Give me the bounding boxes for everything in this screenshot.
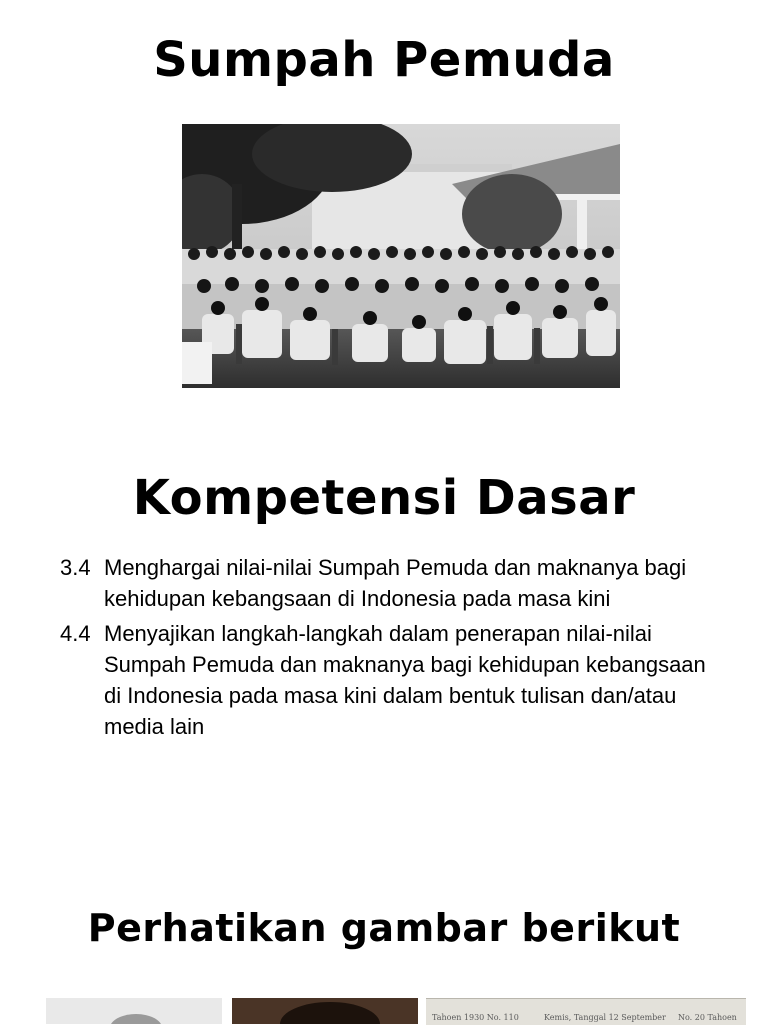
kompetensi-item <box>60 618 710 742</box>
thumbnail-portrait-2 <box>232 998 418 1024</box>
kompetensi-number: 3.4 <box>60 555 91 580</box>
kompetensi-text: Menghargai nilai-nilai Sumpah Pemuda dan maknanya bagi kehidupan kebangsaan di Indonesia pada masa kini <box>104 555 687 611</box>
newspaper-date-text: Kemis, Tanggal 12 September <box>544 1013 666 1022</box>
slide-title-perhatikan-gambar: Perhatikan gambar berikut <box>87 906 681 950</box>
slide-title-kompetensi-dasar: Kompetensi Dasar <box>132 470 636 526</box>
newspaper-number-text: No. 20 Tahoen <box>678 1013 737 1022</box>
kompetensi-list <box>60 552 710 746</box>
newspaper-issue-text: Tahoen 1930 No. 110 <box>432 1013 519 1022</box>
thumbnail-portrait-1 <box>46 998 222 1024</box>
kompetensi-text: Menyajikan langkah-langkah dalam penerapan nilai-nilai Sumpah Pemuda dan maknanya bagi kehidupan kebangsaan di Indonesia pada masa kini dalam bentuk tulisan dan/atau media lain <box>104 621 706 739</box>
thumbnail-newspaper <box>426 998 746 1025</box>
group-photo-sumpah-pemuda <box>182 124 620 388</box>
kompetensi-item <box>60 552 710 614</box>
slide-title-sumpah-pemuda: Sumpah Pemuda <box>153 32 615 88</box>
kompetensi-number: 4.4 <box>60 621 91 646</box>
